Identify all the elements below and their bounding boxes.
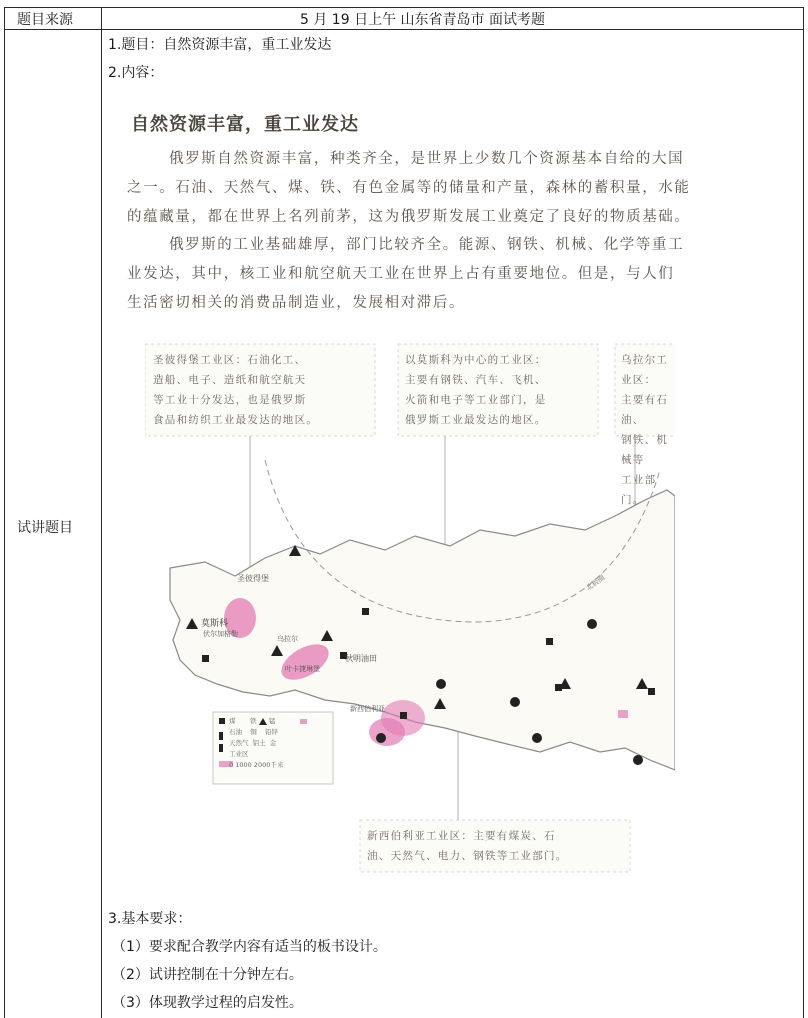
source-value: 5 月 19 日上午 山东省青岛市 面试考题 <box>300 12 545 28</box>
source-label: 题目来源 <box>17 12 73 28</box>
label-ekaterinburg: 叶卡捷琳堡 <box>285 665 320 673</box>
callout-siberia: 新西伯利亚工业区：主要有煤炭、石 油、天然气、电力、钢铁等工业部门。 <box>367 830 568 862</box>
textbook-paragraph-2 <box>127 231 767 318</box>
requirements-heading: 3.基本要求： <box>108 911 192 927</box>
legend-items: 煤 铁 锰 石油 铜 铅锌 天然气 铝土 金 工业区 0 1000 2000千米 <box>229 717 284 769</box>
label-stpetersburg: 圣彼得堡 <box>237 574 269 583</box>
table-border-row <box>4 29 804 30</box>
table-border-left <box>4 7 5 1018</box>
para2-line: 生活密切相关的消费品制造业，发展相对滞后。 <box>127 295 466 311</box>
label-volgograd: 伏尔加格勒 <box>203 630 238 638</box>
table-border-right <box>803 7 804 1018</box>
textbook-paragraph-1 <box>127 145 767 232</box>
callout-ural: 乌拉尔工业区： 主要有石油、 钢铁、机械等 工业部门。 <box>621 354 669 506</box>
label-ural-region: 乌拉尔 <box>277 635 298 643</box>
label-moscow: 莫斯科 <box>201 619 229 629</box>
item-content: 2.内容： <box>108 65 164 81</box>
label-tyumen: 秋明油田 <box>345 654 377 663</box>
requirement-item: （3）体现教学过程的启发性。 <box>112 995 303 1011</box>
para1-line: 的蕴藏量，都在世界上名列前茅，这为俄罗斯发展工业奠定了良好的物质基础。 <box>127 209 691 225</box>
para2-line: 俄罗斯的工业基础雄厚，部门比较齐全。能源、钢铁、机械、化学等重工 <box>169 237 685 253</box>
region-east <box>618 710 628 718</box>
para2-line: 业发达，其中，核工业和航空航天工业在世界上占有重要地位。但是，与人们 <box>127 266 675 282</box>
topic-label: 试讲题目 <box>17 520 73 536</box>
russia-industry-map <box>145 340 675 880</box>
callout-stpetersburg: 圣彼得堡工业区：石油化工、 造船、电子、造纸和航空航天 等工业十分发达，也是俄罗斯 食品和纺织工业最发达的地区。 <box>153 354 319 426</box>
label-novosibirsk: 新西伯利亚 <box>350 705 385 713</box>
table-border-top <box>4 7 804 8</box>
para1-line: 之一。石油、天然气、煤、铁、有色金属等的储量和产量，森林的蓄积量，水能 <box>127 180 691 196</box>
requirement-item: （1）要求配合教学内容有适当的板书设计。 <box>112 939 387 955</box>
requirement-item: （2）试讲控制在十分钟左右。 <box>112 967 303 983</box>
table-border-mid <box>101 7 102 1018</box>
label-arctic-circle: 北极圈 <box>584 573 607 593</box>
para1-line: 俄罗斯自然资源丰富，种类齐全，是世界上少数几个资源基本自给的大国 <box>169 151 685 167</box>
callout-moscow: 以莫斯科为中心的工业区： 主要有钢铁、汽车、飞机、 火箭和电子等工业部门，是 俄罗斯工业最发达的地区。 <box>405 354 547 426</box>
textbook-title: 自然资源丰富，重工业发达 <box>131 114 359 135</box>
item-title: 1.题目：自然资源丰富，重工业发达 <box>108 37 332 53</box>
